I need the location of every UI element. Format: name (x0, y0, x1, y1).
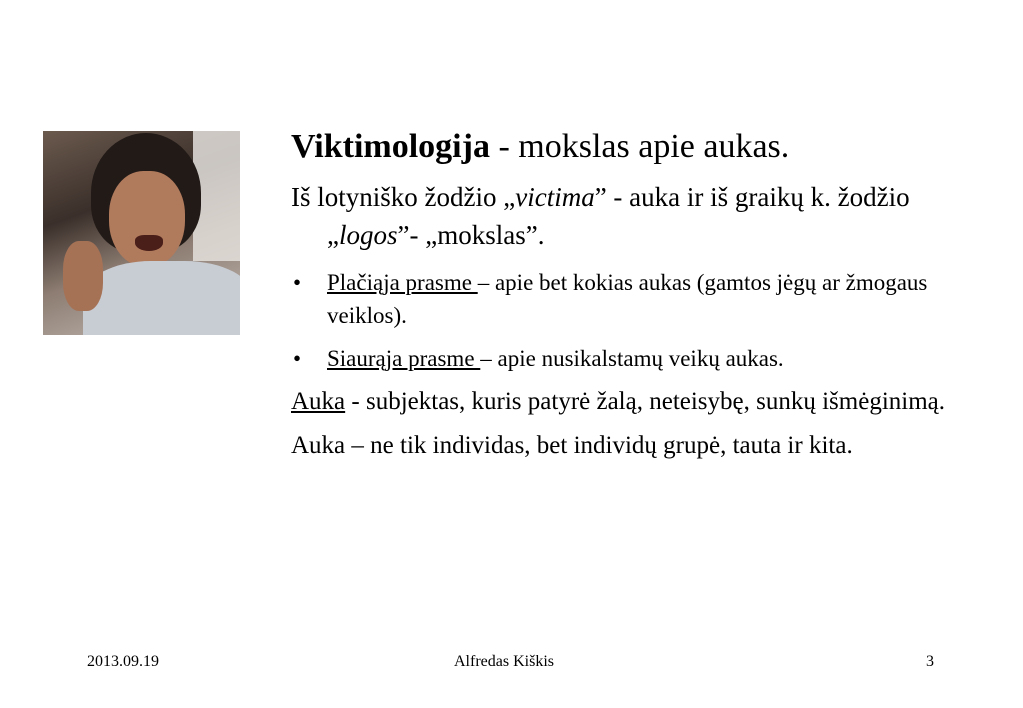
origin-part-1: Iš lotyniško žodžio „ (291, 182, 516, 212)
bullet-narrow-sense (291, 342, 991, 375)
bullet-term: Plačiąja prasme (327, 270, 478, 295)
title-term: Viktimologija (291, 128, 490, 165)
footer-date: 2013.09.19 (87, 653, 159, 670)
note-paragraph: Auka – ne tik individas, bet individų grupė, tauta ir kita. (291, 432, 853, 459)
bullet-icon: • (293, 270, 302, 295)
bullet-text: – apie nusikalstamų veikų aukas. (480, 346, 784, 371)
bullet-icon: • (293, 346, 302, 371)
definition-text: - subjektas, kuris patyrė žalą, neteisybę, sunkų išmėginimą. (345, 388, 946, 415)
bullet-broad-sense (291, 266, 991, 332)
bullet-text: – apie bet kokias aukas (gamtos jėgų ar žmogaus veiklos). (327, 270, 928, 328)
bullet-term: Siaurąja prasme (327, 346, 481, 371)
footer-author: Alfredas Kiškis (454, 653, 554, 670)
footer-page-number: 3 (926, 653, 934, 670)
title-rest: - mokslas apie aukas. (489, 128, 790, 165)
slide-title (291, 122, 991, 172)
origin-part-3: ”- „mokslas”. (397, 220, 545, 250)
photo-face (109, 171, 185, 267)
photo-shirt (83, 261, 240, 335)
photo-mouth (135, 235, 163, 251)
origin-paragraph (291, 178, 991, 254)
origin-word-logos: logos (338, 220, 398, 250)
definition-paragraph (291, 385, 991, 419)
slide-content (291, 122, 991, 473)
definition-term: Auka (291, 388, 346, 415)
origin-word-victima: victima (515, 182, 595, 212)
crying-woman-photo (43, 131, 240, 335)
photo-hand (63, 241, 103, 311)
origin-part-2: ” - auka ir iš graikų k. žodžio „ (327, 182, 910, 250)
